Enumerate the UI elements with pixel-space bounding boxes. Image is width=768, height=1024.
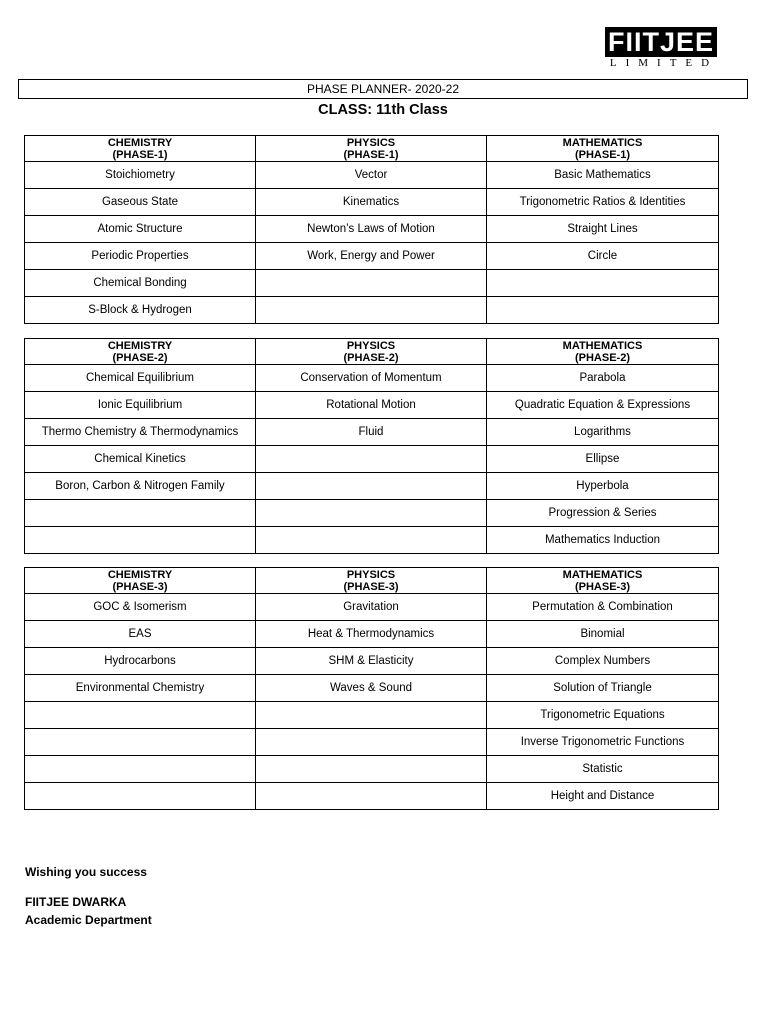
logo-mark: FIITJEE bbox=[605, 27, 717, 57]
chemistry-topic bbox=[25, 729, 256, 756]
chemistry-topic: GOC & Isomerism bbox=[25, 594, 256, 621]
chemistry-topic bbox=[25, 527, 256, 554]
table-header-row bbox=[25, 136, 719, 162]
column-header-physics: PHYSICS (PHASE-1) bbox=[256, 136, 487, 162]
class-title: CLASS: 11th Class bbox=[318, 102, 448, 118]
table-row bbox=[25, 297, 719, 324]
mathematics-topic: Trigonometric Ratios & Identities bbox=[487, 189, 719, 216]
table-row bbox=[25, 243, 719, 270]
closing-wish: Wishing you success bbox=[25, 865, 147, 879]
physics-topic: Waves & Sound bbox=[256, 675, 487, 702]
mathematics-topic: Mathematics Induction bbox=[487, 527, 719, 554]
mathematics-topic: Parabola bbox=[487, 365, 719, 392]
physics-topic bbox=[256, 500, 487, 527]
table-row bbox=[25, 648, 719, 675]
table-row bbox=[25, 500, 719, 527]
mathematics-topic: Basic Mathematics bbox=[487, 162, 719, 189]
mathematics-topic: Ellipse bbox=[487, 446, 719, 473]
physics-topic: Rotational Motion bbox=[256, 392, 487, 419]
physics-topic: Fluid bbox=[256, 419, 487, 446]
phase-2-table bbox=[24, 338, 719, 554]
column-header-mathematics: MATHEMATICS (PHASE-2) bbox=[487, 339, 719, 365]
chemistry-topic bbox=[25, 702, 256, 729]
mathematics-topic: Quadratic Equation & Expressions bbox=[487, 392, 719, 419]
chemistry-topic: Hydrocarbons bbox=[25, 648, 256, 675]
physics-topic bbox=[256, 297, 487, 324]
table-row bbox=[25, 729, 719, 756]
physics-topic bbox=[256, 729, 487, 756]
mathematics-topic: Binomial bbox=[487, 621, 719, 648]
table-header-row bbox=[25, 339, 719, 365]
table-row bbox=[25, 216, 719, 243]
chemistry-topic: Ionic Equilibrium bbox=[25, 392, 256, 419]
chemistry-topic: Environmental Chemistry bbox=[25, 675, 256, 702]
mathematics-topic: Straight Lines bbox=[487, 216, 719, 243]
chemistry-topic: Atomic Structure bbox=[25, 216, 256, 243]
mathematics-topic: Hyperbola bbox=[487, 473, 719, 500]
table-row bbox=[25, 756, 719, 783]
chemistry-topic: Chemical Bonding bbox=[25, 270, 256, 297]
column-header-chemistry: CHEMISTRY (PHASE-2) bbox=[25, 339, 256, 365]
table-row bbox=[25, 446, 719, 473]
mathematics-topic: Solution of Triangle bbox=[487, 675, 719, 702]
physics-topic bbox=[256, 702, 487, 729]
table-row bbox=[25, 270, 719, 297]
mathematics-topic: Circle bbox=[487, 243, 719, 270]
physics-topic: Gravitation bbox=[256, 594, 487, 621]
mathematics-topic: Inverse Trigonometric Functions bbox=[487, 729, 719, 756]
department-name: Academic Department bbox=[25, 913, 152, 927]
chemistry-topic bbox=[25, 500, 256, 527]
mathematics-topic bbox=[487, 270, 719, 297]
column-header-physics: PHYSICS (PHASE-3) bbox=[256, 568, 487, 594]
chemistry-topic: Chemical Equilibrium bbox=[25, 365, 256, 392]
column-header-chemistry: CHEMISTRY (PHASE-1) bbox=[25, 136, 256, 162]
physics-topic: Vector bbox=[256, 162, 487, 189]
chemistry-topic: Thermo Chemistry & Thermodynamics bbox=[25, 419, 256, 446]
physics-topic: Kinematics bbox=[256, 189, 487, 216]
phase-3-table bbox=[24, 567, 719, 810]
table-row bbox=[25, 702, 719, 729]
mathematics-topic: Progression & Series bbox=[487, 500, 719, 527]
table-row bbox=[25, 419, 719, 446]
physics-topic: Heat & Thermodynamics bbox=[256, 621, 487, 648]
physics-topic bbox=[256, 446, 487, 473]
chemistry-topic: S-Block & Hydrogen bbox=[25, 297, 256, 324]
chemistry-topic bbox=[25, 756, 256, 783]
logo-subtitle: LIMITED bbox=[609, 57, 719, 69]
table-row bbox=[25, 189, 719, 216]
mathematics-topic: Statistic bbox=[487, 756, 719, 783]
table-row bbox=[25, 527, 719, 554]
organization-name: FIITJEE DWARKA bbox=[25, 895, 127, 909]
phase-1-table bbox=[24, 135, 719, 324]
chemistry-topic: Boron, Carbon & Nitrogen Family bbox=[25, 473, 256, 500]
fiitjee-logo bbox=[605, 27, 719, 71]
physics-topic bbox=[256, 756, 487, 783]
column-header-physics: PHYSICS (PHASE-2) bbox=[256, 339, 487, 365]
mathematics-topic: Permutation & Combination bbox=[487, 594, 719, 621]
physics-topic bbox=[256, 270, 487, 297]
mathematics-topic: Trigonometric Equations bbox=[487, 702, 719, 729]
column-header-chemistry: CHEMISTRY (PHASE-3) bbox=[25, 568, 256, 594]
chemistry-topic: Chemical Kinetics bbox=[25, 446, 256, 473]
table-header-row bbox=[25, 568, 719, 594]
table-row bbox=[25, 365, 719, 392]
table-row bbox=[25, 473, 719, 500]
table-row bbox=[25, 675, 719, 702]
column-header-mathematics: MATHEMATICS (PHASE-3) bbox=[487, 568, 719, 594]
physics-topic: Newton’s Laws of Motion bbox=[256, 216, 487, 243]
chemistry-topic: Periodic Properties bbox=[25, 243, 256, 270]
column-header-mathematics: MATHEMATICS (PHASE-1) bbox=[487, 136, 719, 162]
mathematics-topic: Logarithms bbox=[487, 419, 719, 446]
physics-topic bbox=[256, 527, 487, 554]
table-row bbox=[25, 783, 719, 810]
physics-topic: Conservation of Momentum bbox=[256, 365, 487, 392]
physics-topic bbox=[256, 783, 487, 810]
table-row bbox=[25, 621, 719, 648]
chemistry-topic bbox=[25, 783, 256, 810]
mathematics-topic: Complex Numbers bbox=[487, 648, 719, 675]
mathematics-topic bbox=[487, 297, 719, 324]
chemistry-topic: Stoichiometry bbox=[25, 162, 256, 189]
table-row bbox=[25, 162, 719, 189]
chemistry-topic: EAS bbox=[25, 621, 256, 648]
table-row bbox=[25, 594, 719, 621]
chemistry-topic: Gaseous State bbox=[25, 189, 256, 216]
mathematics-topic: Height and Distance bbox=[487, 783, 719, 810]
physics-topic: Work, Energy and Power bbox=[256, 243, 487, 270]
physics-topic: SHM & Elasticity bbox=[256, 648, 487, 675]
table-row bbox=[25, 392, 719, 419]
physics-topic bbox=[256, 473, 487, 500]
phase-planner-banner: PHASE PLANNER- 2020-22 bbox=[18, 79, 748, 99]
